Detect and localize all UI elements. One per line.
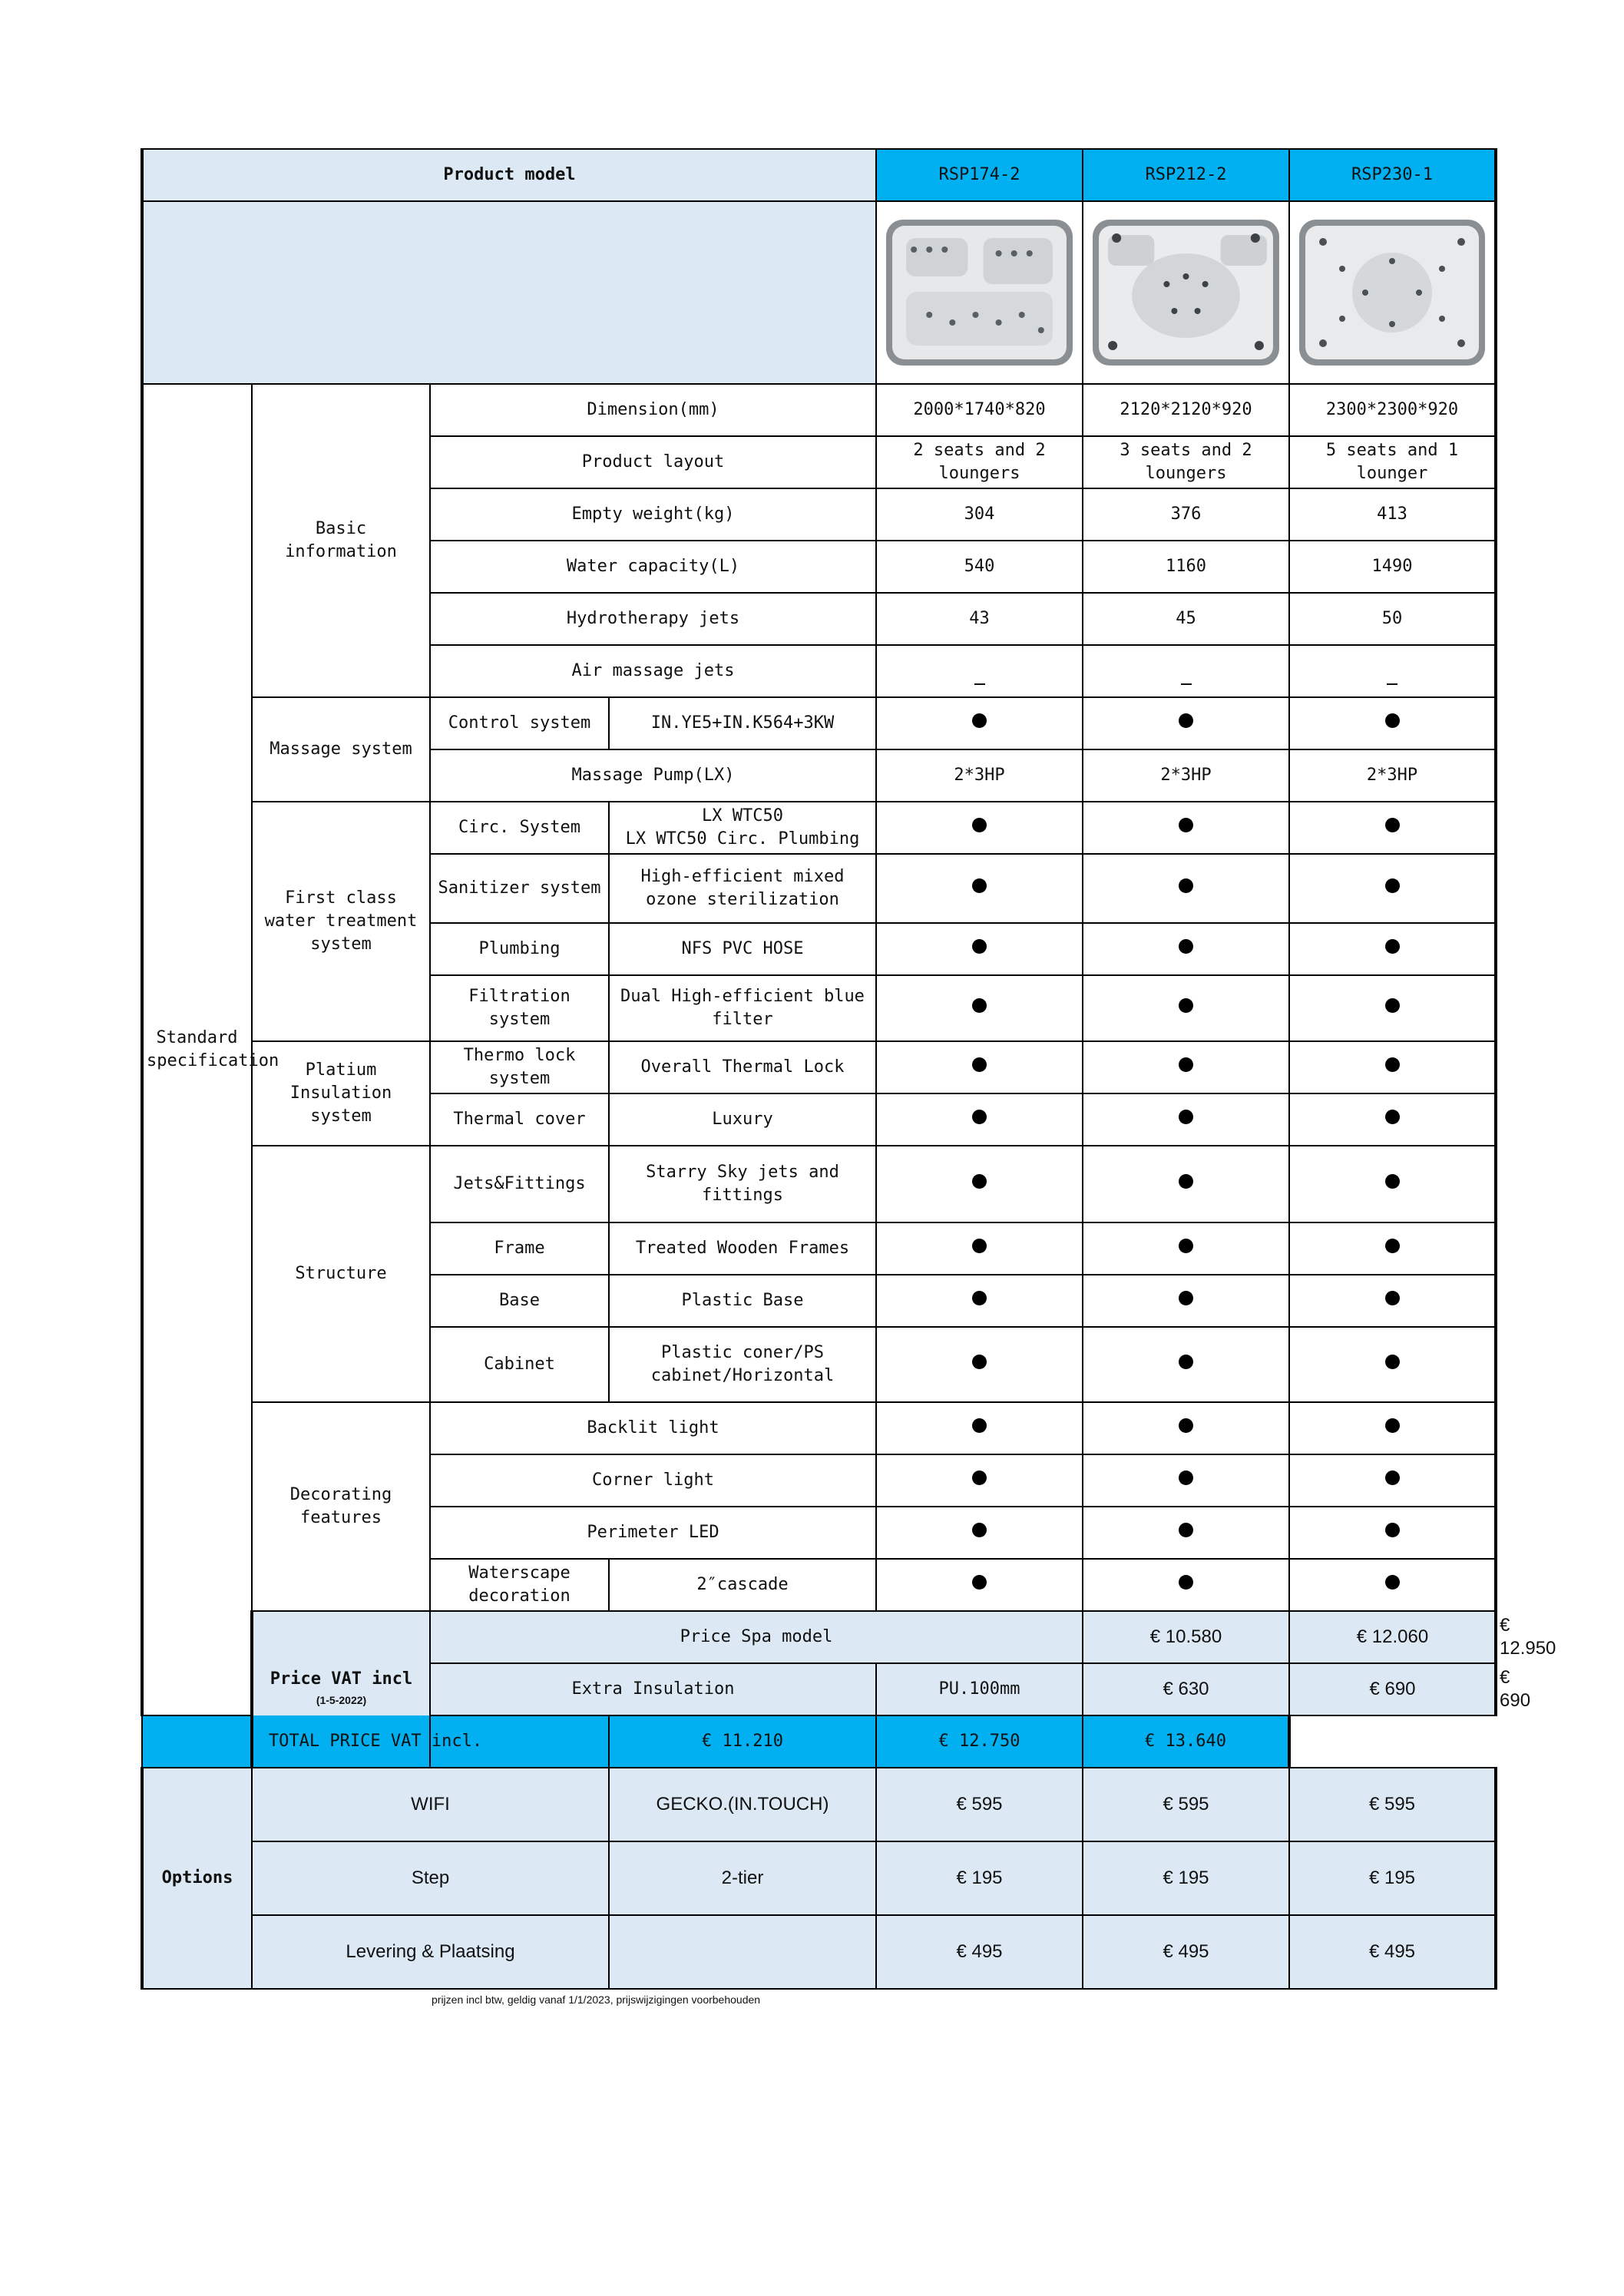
included-dot-icon [1179, 1355, 1193, 1369]
included-cell [1289, 802, 1496, 854]
options-label: Options [142, 1768, 252, 1989]
included-cell [1083, 975, 1289, 1041]
thermal-cover-label: Thermal cover [430, 1093, 609, 1146]
hydrotherapy-jets-value: 50 [1289, 593, 1496, 645]
delivery-price: € 495 [876, 1915, 1083, 1989]
control-system-value: IN.YE5+IN.K564+3KW [609, 697, 876, 749]
header-row [142, 149, 1496, 201]
circ-system-value [609, 802, 876, 854]
waterscape-value: 2″cascade [609, 1559, 876, 1611]
price-row: Price VAT incl (1-5-2022) Price Spa model € 10.580 € 12.060 € 12.950 [142, 1611, 1496, 1663]
dash-mark [974, 683, 985, 685]
included-cell [1083, 1559, 1289, 1611]
table-row [142, 384, 1496, 436]
thermo-lock-value: Overall Thermal Lock [609, 1041, 876, 1093]
spa-image-cell [1083, 201, 1289, 384]
step-price: € 195 [876, 1841, 1083, 1915]
included-cell [1289, 854, 1496, 923]
included-cell [1083, 854, 1289, 923]
extra-insulation-value: € 630 [1083, 1663, 1289, 1715]
included-dot-icon [1179, 1291, 1193, 1305]
included-dot-icon [972, 1174, 987, 1189]
included-dot-icon [1179, 818, 1193, 832]
included-dot-icon [1179, 878, 1193, 893]
jets-fittings-label: Jets&Fittings [430, 1146, 609, 1222]
spec-table [141, 148, 1556, 1990]
model-rsp174-2: RSP174-2 [876, 149, 1083, 201]
included-cell [1289, 1507, 1496, 1559]
included-dot-icon [1385, 1523, 1400, 1537]
empty-weight-value: 376 [1083, 488, 1289, 541]
basic-information-label: Basic information [252, 384, 430, 697]
included-dot-icon [972, 1239, 987, 1253]
dash-mark [1181, 683, 1192, 685]
waterscape-label: Waterscape decoration [430, 1559, 609, 1611]
hydrotherapy-jets-value: 45 [1083, 593, 1289, 645]
extra-insulation-spec: PU.100mm [876, 1663, 1083, 1715]
massage-system-label: Massage system [252, 697, 430, 802]
product-model-label: Product model [142, 149, 876, 201]
included-dot-icon [1179, 1575, 1193, 1590]
included-dot-icon [1385, 1174, 1400, 1189]
included-cell [876, 854, 1083, 923]
water-capacity-value: 540 [876, 541, 1083, 593]
included-cell [1289, 1146, 1496, 1222]
spa-image-rsp174-2 [883, 215, 1076, 370]
backlit-light-label: Backlit light [430, 1402, 876, 1454]
included-cell [876, 1146, 1083, 1222]
included-dot-icon [1385, 1418, 1400, 1433]
circ-line-1: LX WTC50 [702, 806, 783, 825]
water-capacity-label: Water capacity(L) [430, 541, 876, 593]
product-layout-value: 3 seats and 2 loungers [1083, 436, 1289, 488]
massage-pump-label: Massage Pump(LX) [430, 749, 876, 802]
table-row [142, 1146, 1496, 1222]
massage-pump-value: 2*3HP [876, 749, 1083, 802]
delivery-price: € 495 [1289, 1915, 1496, 1989]
delivery-label: Levering & Plaatsing [252, 1915, 609, 1989]
wifi-spec: GECKO.(IN.TOUCH) [609, 1768, 876, 1841]
included-cell [876, 975, 1083, 1041]
included-cell [876, 1041, 1083, 1093]
control-system-label: Control system [430, 697, 609, 749]
step-spec: 2-tier [609, 1841, 876, 1915]
included-cell [876, 923, 1083, 975]
included-cell [876, 1559, 1083, 1611]
included-cell [876, 802, 1083, 854]
included-cell [1289, 1222, 1496, 1275]
dimension-value: 2120*2120*920 [1083, 384, 1289, 436]
included-dot-icon [1179, 1057, 1193, 1072]
included-dot-icon [1179, 1110, 1193, 1124]
price-row: Extra Insulation PU.100mm € 630 € 690 € 690 [142, 1663, 1496, 1715]
wifi-price: € 595 [1289, 1768, 1496, 1841]
plumbing-label: Plumbing [430, 923, 609, 975]
included-cell [876, 1507, 1083, 1559]
circ-system-label: Circ. System [430, 802, 609, 854]
included-dot-icon [972, 1355, 987, 1369]
included-dot-icon [1179, 1174, 1193, 1189]
included-cell [1083, 802, 1289, 854]
included-dot-icon [972, 939, 987, 954]
price-spa-label: Price Spa model [430, 1611, 1083, 1663]
frame-value: Treated Wooden Frames [609, 1222, 876, 1275]
included-dot-icon [972, 1291, 987, 1305]
empty-weight-value: 413 [1289, 488, 1496, 541]
included-dot-icon [972, 818, 987, 832]
included-cell [1289, 923, 1496, 975]
included-dot-icon [972, 713, 987, 728]
table-row [142, 802, 1496, 854]
included-dot-icon [1179, 1239, 1193, 1253]
included-cell [876, 1275, 1083, 1327]
air-massage-jets-value [876, 645, 1083, 697]
included-dot-icon [1179, 713, 1193, 728]
included-cell [876, 1454, 1083, 1507]
spa-image-cell [876, 201, 1083, 384]
plumbing-value: NFS PVC HOSE [609, 923, 876, 975]
air-massage-jets-label: Air massage jets [430, 645, 876, 697]
extra-insulation-label: Extra Insulation [430, 1663, 876, 1715]
option-row [142, 1768, 1496, 1841]
image-row-blank [142, 201, 876, 384]
image-row [142, 201, 1496, 384]
included-cell [876, 1327, 1083, 1402]
wifi-label: WIFI [252, 1768, 609, 1841]
delivery-price: € 495 [1083, 1915, 1289, 1989]
hydrotherapy-jets-value: 43 [876, 593, 1083, 645]
hydrotherapy-jets-label: Hydrotherapy jets [430, 593, 876, 645]
included-dot-icon [1385, 939, 1400, 954]
extra-insulation-value: € 690 [1289, 1663, 1496, 1715]
circ-line-2: LX WTC50 Circ. Plumbing [625, 829, 860, 849]
cabinet-value: Plastic coner/PS cabinet/Horizontal [609, 1327, 876, 1402]
included-cell [876, 1402, 1083, 1454]
included-dot-icon [972, 1575, 987, 1590]
wifi-price: € 595 [876, 1768, 1083, 1841]
step-price: € 195 [1083, 1841, 1289, 1915]
included-dot-icon [972, 878, 987, 893]
included-cell [1083, 1222, 1289, 1275]
included-dot-icon [1385, 1239, 1400, 1253]
total-price-row [142, 1715, 1496, 1768]
included-dot-icon [1179, 998, 1193, 1013]
included-cell [1083, 1146, 1289, 1222]
included-dot-icon [1385, 1110, 1400, 1124]
included-dot-icon [1385, 713, 1400, 728]
dimension-value: 2000*1740*820 [876, 384, 1083, 436]
jets-fittings-value: Starry Sky jets and fittings [609, 1146, 876, 1222]
model-rsp212-2: RSP212-2 [1083, 149, 1289, 201]
included-cell [1083, 697, 1289, 749]
massage-pump-value: 2*3HP [1083, 749, 1289, 802]
perimeter-led-label: Perimeter LED [430, 1507, 876, 1559]
frame-label: Frame [430, 1222, 609, 1275]
included-cell [1289, 1041, 1496, 1093]
massage-pump-value: 2*3HP [1289, 749, 1496, 802]
price-spa-value: € 12.060 [1289, 1611, 1496, 1663]
total-price-value: € 13.640 [1083, 1715, 1289, 1768]
included-dot-icon [1179, 1471, 1193, 1485]
included-dot-icon [972, 1418, 987, 1433]
included-dot-icon [1179, 939, 1193, 954]
included-cell [876, 1093, 1083, 1146]
air-massage-jets-value [1289, 645, 1496, 697]
total-price-value: € 11.210 [609, 1715, 876, 1768]
included-dot-icon [972, 1110, 987, 1124]
cabinet-label: Cabinet [430, 1327, 609, 1402]
price-date: (1-5-2022) [316, 1693, 367, 1706]
spa-image-cell [1289, 201, 1496, 384]
included-cell [1289, 975, 1496, 1041]
included-cell [1289, 1402, 1496, 1454]
included-cell [876, 1222, 1083, 1275]
included-dot-icon [1385, 1471, 1400, 1485]
included-cell [1083, 1402, 1289, 1454]
included-dot-icon [1385, 1057, 1400, 1072]
included-dot-icon [1179, 1523, 1193, 1537]
included-cell [1083, 1093, 1289, 1146]
included-dot-icon [1179, 1418, 1193, 1433]
included-dot-icon [1385, 1291, 1400, 1305]
product-layout-label: Product layout [430, 436, 876, 488]
included-cell [876, 697, 1083, 749]
water-treatment-label: First class water treatment system [252, 802, 430, 1041]
insulation-label: Platium Insulation system [252, 1041, 430, 1146]
empty-weight-value: 304 [876, 488, 1083, 541]
price-vat-text: Price VAT incl [270, 1669, 413, 1689]
step-price: € 195 [1289, 1841, 1496, 1915]
delivery-spec [609, 1915, 876, 1989]
included-cell [1289, 697, 1496, 749]
included-dot-icon [1385, 878, 1400, 893]
sanitizer-system-value: High-efficient mixed ozone sterilization [609, 854, 876, 923]
option-row [142, 1915, 1496, 1989]
corner-light-label: Corner light [430, 1454, 876, 1507]
included-cell [1289, 1559, 1496, 1611]
option-row [142, 1841, 1496, 1915]
included-dot-icon [1385, 998, 1400, 1013]
standard-specification-label: Standard specification [142, 384, 252, 1715]
footnote: prijzen incl btw, geldig vanaf 1/1/2023, prijswijzigingen voorbehouden [432, 1993, 761, 2006]
included-cell [1289, 1454, 1496, 1507]
included-dot-icon [1385, 1575, 1400, 1590]
spa-image-rsp230-1 [1296, 215, 1488, 370]
included-dot-icon [1385, 818, 1400, 832]
wifi-price: € 595 [1083, 1768, 1289, 1841]
included-cell [1289, 1275, 1496, 1327]
structure-label: Structure [252, 1146, 430, 1402]
base-value: Plastic Base [609, 1275, 876, 1327]
included-dot-icon [1385, 1355, 1400, 1369]
included-cell [1083, 1507, 1289, 1559]
dimension-value: 2300*2300*920 [1289, 384, 1496, 436]
included-dot-icon [972, 1523, 987, 1537]
water-capacity-value: 1490 [1289, 541, 1496, 593]
model-rsp230-1: RSP230-1 [1289, 149, 1496, 201]
thermal-cover-value: Luxury [609, 1093, 876, 1146]
included-cell [1289, 1327, 1496, 1402]
air-massage-jets-value [1083, 645, 1289, 697]
total-price-label: TOTAL PRICE VAT incl. [142, 1715, 609, 1768]
product-layout-value: 2 seats and 2 loungers [876, 436, 1083, 488]
thermo-lock-label: Thermo lock system [430, 1041, 609, 1093]
table-row [142, 1402, 1496, 1454]
included-cell [1083, 1327, 1289, 1402]
dimension-label: Dimension(mm) [430, 384, 876, 436]
table-row [142, 1041, 1496, 1093]
water-capacity-value: 1160 [1083, 541, 1289, 593]
base-label: Base [430, 1275, 609, 1327]
included-cell [1083, 1041, 1289, 1093]
included-cell [1083, 923, 1289, 975]
sanitizer-system-label: Sanitizer system [430, 854, 609, 923]
decorating-features-label: Decorating features [252, 1402, 430, 1611]
empty-weight-label: Empty weight(kg) [430, 488, 876, 541]
included-cell [1083, 1275, 1289, 1327]
price-spa-value: € 10.580 [1083, 1611, 1289, 1663]
spa-image-rsp212-2 [1090, 215, 1282, 370]
total-price-value: € 12.750 [876, 1715, 1083, 1768]
included-dot-icon [972, 1057, 987, 1072]
dash-mark [1387, 683, 1397, 685]
step-label: Step [252, 1841, 609, 1915]
table-row [142, 697, 1496, 749]
included-cell [1289, 1093, 1496, 1146]
filtration-system-label: Filtration system [430, 975, 609, 1041]
filtration-system-value: Dual High-efficient blue filter [609, 975, 876, 1041]
included-dot-icon [972, 1471, 987, 1485]
included-cell [1083, 1454, 1289, 1507]
included-dot-icon [972, 998, 987, 1013]
product-layout-value: 5 seats and 1 lounger [1289, 436, 1496, 488]
